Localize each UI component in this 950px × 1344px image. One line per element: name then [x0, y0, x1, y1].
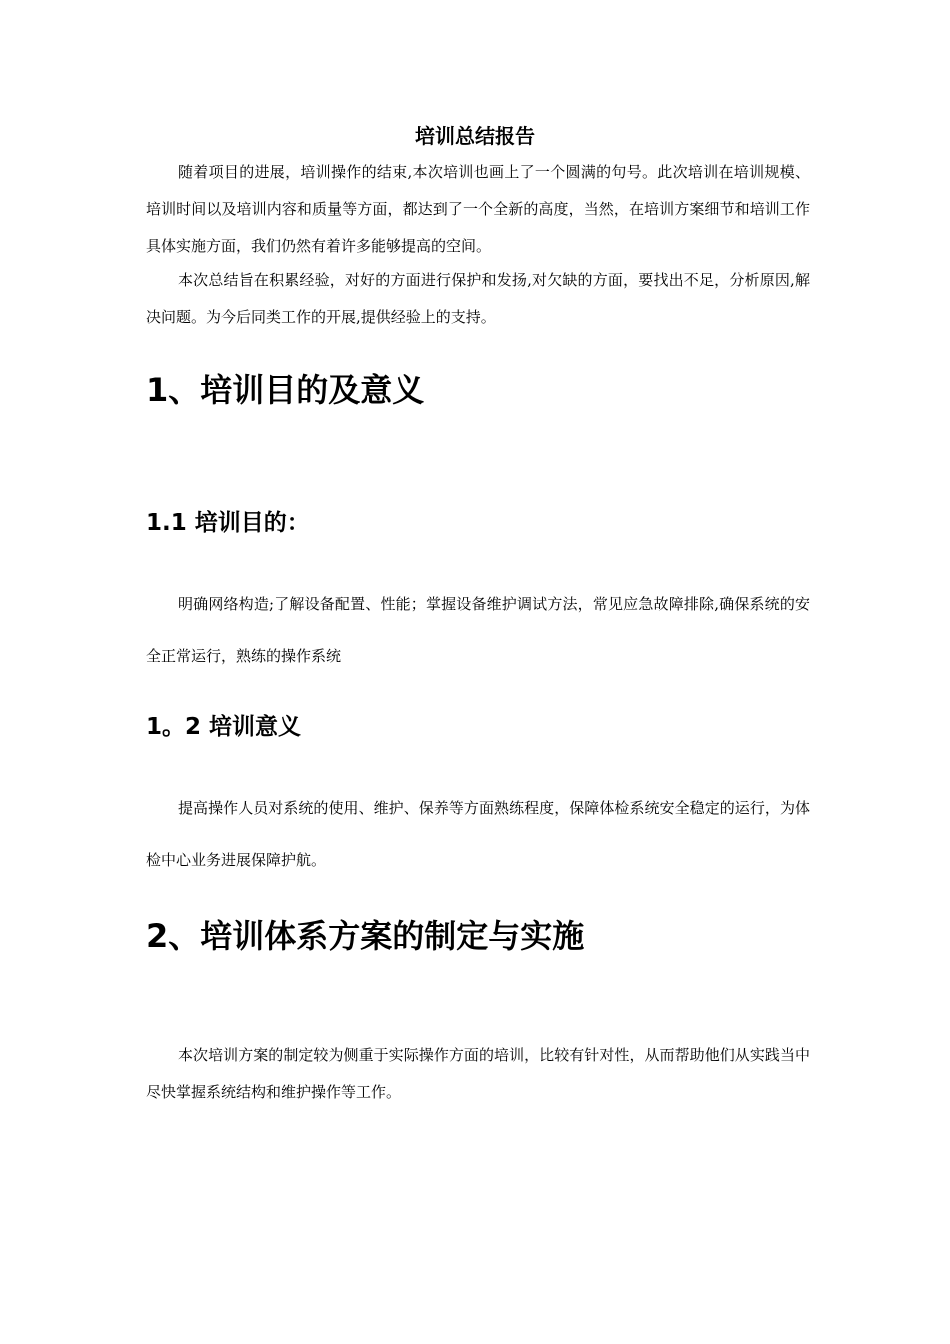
section-2-text: 本次培训方案的制定较为侧重于实际操作方面的培训，比较有针对性，从而帮助他们从实践当中尽快掌握系统结构和维护操作等工作。	[146, 1046, 810, 1101]
intro-paragraph-1: 随着项目的进展，培训操作的结束,本次培训也画上了一个圆满的句号。此次培训在培训规模、培训时间以及培训内容和质量等方面，都达到了一个全新的高度，当然，在培训方案细节和培训工作具体实施方面，我们仍然有着许多能够提高的空间。	[146, 163, 810, 255]
section-1-2-heading: 1。2 培训意义	[146, 714, 302, 740]
section-1-2-text: 提高操作人员对系统的使用、维护、保养等方面熟练程度，保障体检系统安全稳定的运行，为体检中心业务进展保障护航。	[146, 799, 810, 869]
section-2-heading: 2、培训体系方案的制定与实施	[146, 917, 585, 955]
intro-paragraph-2: 本次总结旨在积累经验，对好的方面进行保护和发扬,对欠缺的方面，要找出不足，分析原因,解决问题。为今后同类工作的开展,提供经验上的支持。	[146, 271, 810, 326]
section-1-heading: 1、培训目的及意义	[146, 371, 425, 409]
document-title: 培训总结报告	[415, 124, 535, 148]
section-1-1-heading: 1.1 培训目的：	[146, 510, 310, 536]
section-1-1-text: 明确网络构造;了解设备配置、性能；掌握设备维护调试方法，常见应急故障排除,确保系统的安全正常运行，熟练的操作系统	[146, 595, 810, 665]
